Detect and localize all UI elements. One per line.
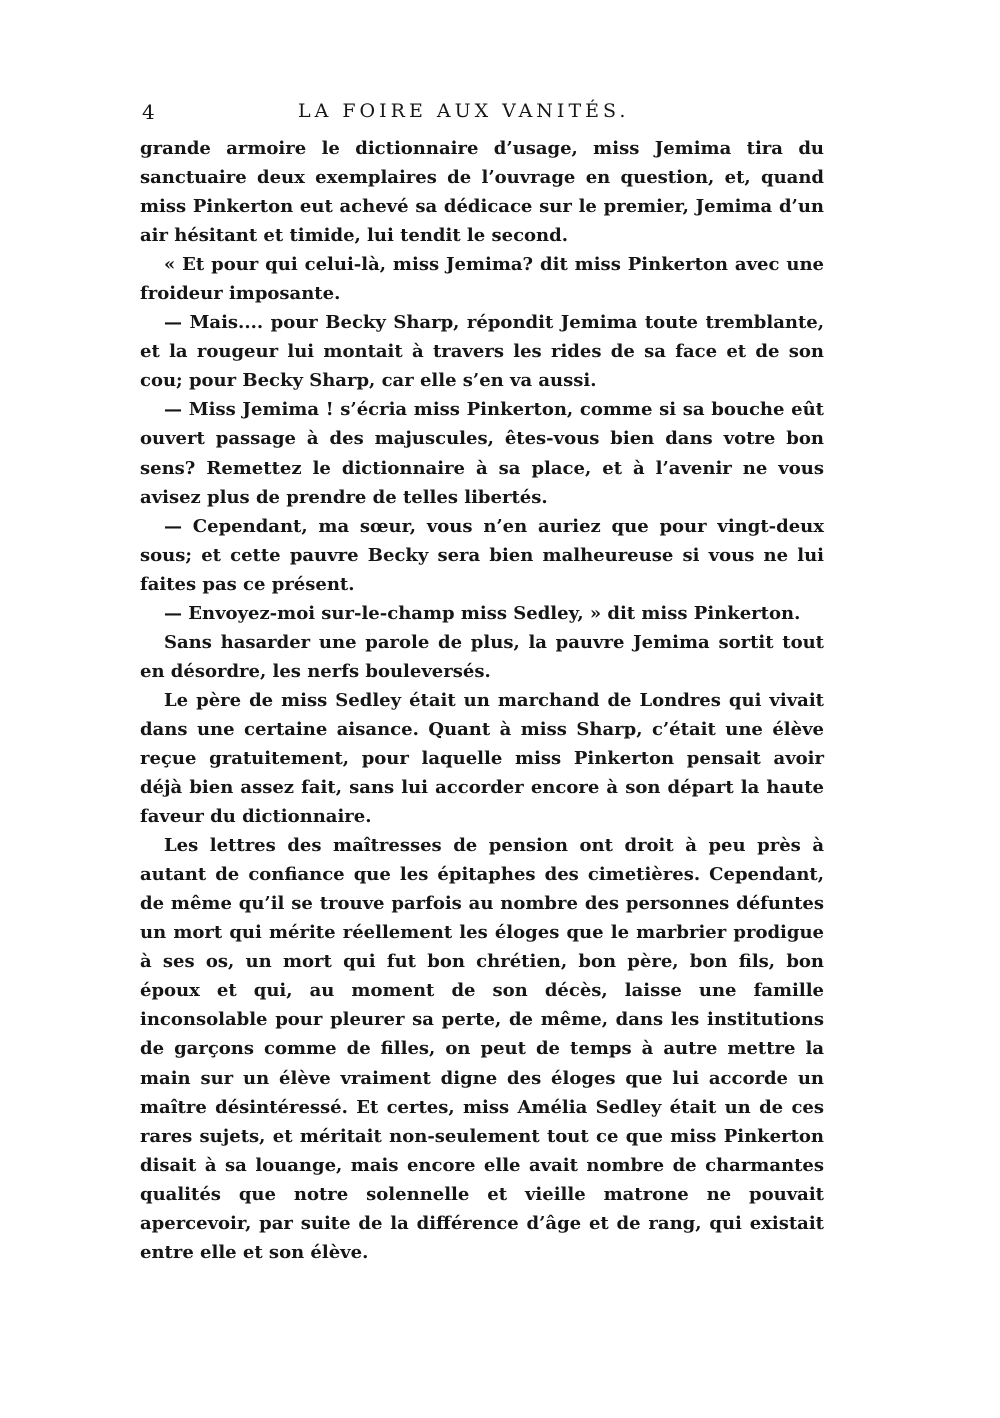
running-header: [140, 98, 824, 134]
paragraph-2: « Et pour qui celui-là, miss Jemima? dit miss Pinkerton avec une froideur imposante.: [140, 254, 824, 305]
paragraph-4: — Miss Jemima ! s’écria miss Pinkerton, comme si sa bouche eût ouvert passage à des majuscules, êtes-vous bien dans votre bon sens? Remettez le dictionnaire à sa place, et à l’avenir ne vous avisez plus de prendre de telles libertés.: [140, 399, 824, 508]
book-page: [140, 98, 824, 1267]
paragraph-3: — Mais.... pour Becky Sharp, répondit Jemima toute tremblante, et la rougeur lui montait à travers les rides de sa face et de son cou; pour Becky Sharp, car elle s’en va aussi.: [140, 312, 824, 392]
paragraph-5: — Cependant, ma sœur, vous n’en auriez que pour vingt-deux sous; et cette pauvre Becky sera bien malheureuse si vous ne lui faites pas ce présent.: [140, 515, 824, 595]
paragraph-9: Les lettres des maîtresses de pension ont droit à peu près à autant de confiance que les épitaphes des cimetières. Cependant, de même qu’il se trouve parfois au nombre des personnes défuntes un mort qui mérite réellement les éloges que le marbrier prodigue à ses os, un mort qui fut bon chrétien, bon père, bon fils, bon époux et qui, au moment de son décès, laisse une famille inconsolable pour pleurer sa perte, de même, dans les institutions de garçons comme de filles, on peut de temps à autre mettre la main sur un élève vraiment digne des éloges que lui accorde un maître désintéressé. Et certes, miss Amélia Sedley était un de ces rares sujets, et méritait non-seulement tout ce que miss Pinkerton disait à sa louange, mais encore elle avait nombre de charmantes qualités que notre solennelle et vieille matrone ne pouvait apercevoir, par suite de la différence d’âge et de rang, qui existait entre elle et son élève.: [140, 835, 824, 1263]
page-number: 4: [142, 100, 155, 124]
paragraph-1: grande armoire le dictionnaire d’usage, miss Jemima tira du sanctuaire deux exemplaires de l’ouvrage en question, et, quand miss Pinkerton eut achevé sa dédicace sur le premier, Jemima d’un air hésitant et timide, lui tendit le second.: [140, 138, 824, 247]
paragraph-6: — Envoyez-moi sur-le-champ miss Sedley, » dit miss Pinkerton.: [164, 602, 801, 624]
paragraph-8: Le père de miss Sedley était un marchand de Londres qui vivait dans une certaine aisance. Quant à miss Sharp, c’était une élève reçue gratuitement, pour laquelle miss Pinkerton pensait avoir déjà bien assez fait, sans lui accorder encore à son départ la haute faveur du dictionnaire.: [140, 689, 824, 828]
body-text: [140, 134, 824, 1267]
book-title: LA FOIRE AUX VANITÉS.: [298, 100, 630, 122]
paragraph-7: Sans hasarder une parole de plus, la pauvre Jemima sortit tout en désordre, les nerfs bouleversés.: [140, 631, 824, 682]
